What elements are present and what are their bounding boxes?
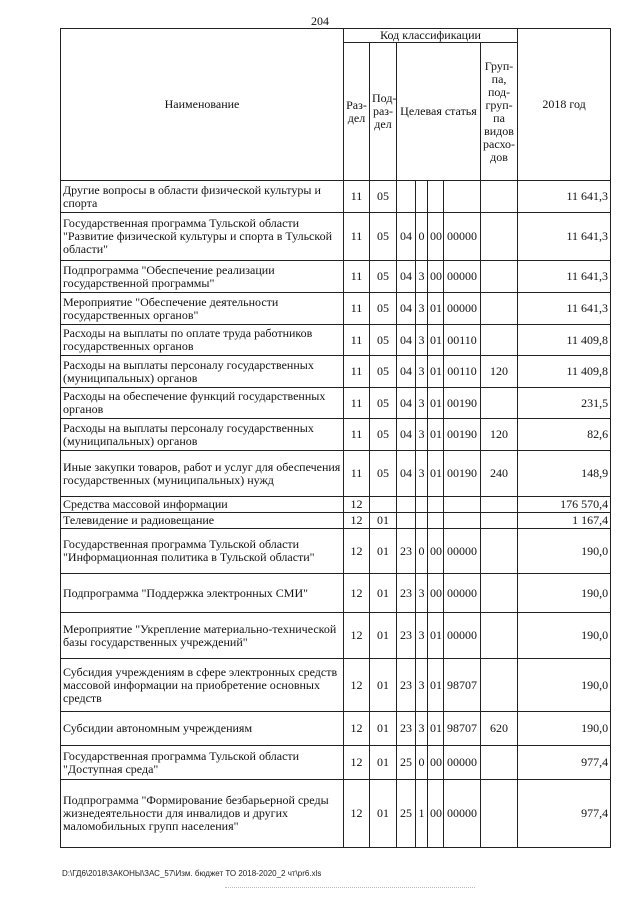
row-expense-group <box>481 293 518 325</box>
row-direction <box>444 513 481 529</box>
row-expense-group <box>481 780 518 848</box>
row-expense-group: 120 <box>481 356 518 388</box>
row-subprogram: 0 <box>416 529 428 574</box>
row-section: 12 <box>344 746 370 780</box>
row-program: 25 <box>397 780 416 848</box>
row-name: Иные закупки товаров, работ и услуг для обеспечения государственных (муниципальных) нужд <box>61 451 344 497</box>
row-direction: 00000 <box>444 261 481 293</box>
row-direction: 00190 <box>444 388 481 419</box>
row-amount: 977,4 <box>518 746 611 780</box>
row-program: 04 <box>397 325 416 356</box>
row-subsection: 05 <box>370 293 397 325</box>
row-subsection: 05 <box>370 388 397 419</box>
row-event: 01 <box>428 712 444 746</box>
row-expense-group <box>481 529 518 574</box>
row-subprogram: 3 <box>416 356 428 388</box>
row-event: 00 <box>428 261 444 293</box>
row-event: 00 <box>428 780 444 848</box>
table-row <box>61 261 611 293</box>
row-event: 01 <box>428 293 444 325</box>
row-subsection: 01 <box>370 574 397 613</box>
row-subprogram <box>416 181 428 213</box>
row-program: 04 <box>397 388 416 419</box>
row-expense-group <box>481 513 518 529</box>
row-subsection: 05 <box>370 356 397 388</box>
row-amount: 190,0 <box>518 712 611 746</box>
row-amount: 176 570,4 <box>518 497 611 513</box>
row-event: 01 <box>428 325 444 356</box>
table-row <box>61 574 611 613</box>
row-amount: 190,0 <box>518 659 611 712</box>
row-expense-group: 240 <box>481 451 518 497</box>
table-row <box>61 780 611 848</box>
row-event: 00 <box>428 213 444 261</box>
table-row <box>61 613 611 659</box>
row-name: Расходы на выплаты персоналу государственных (муниципальных) органов <box>61 419 344 451</box>
row-subprogram: 0 <box>416 213 428 261</box>
row-subsection: 01 <box>370 659 397 712</box>
row-program: 04 <box>397 293 416 325</box>
row-subprogram: 3 <box>416 451 428 497</box>
row-program <box>397 181 416 213</box>
table-row <box>61 325 611 356</box>
row-amount: 190,0 <box>518 574 611 613</box>
row-direction: 00000 <box>444 746 481 780</box>
header-classification: Код классификации <box>344 29 518 43</box>
row-subsection: 01 <box>370 712 397 746</box>
row-direction: 00000 <box>444 213 481 261</box>
row-name: Субсидия учреждениям в сфере электронных средств массовой информации на приобретение основных средств <box>61 659 344 712</box>
row-section: 11 <box>344 261 370 293</box>
row-program: 23 <box>397 712 416 746</box>
row-event <box>428 181 444 213</box>
table-row <box>61 712 611 746</box>
row-amount: 11 641,3 <box>518 261 611 293</box>
scan-artifact-line <box>225 887 475 889</box>
row-name: Расходы на выплаты по оплате труда работников государственных органов <box>61 325 344 356</box>
page-number: 204 <box>311 14 329 28</box>
row-subprogram: 3 <box>416 574 428 613</box>
row-subprogram <box>416 497 428 513</box>
row-direction: 00000 <box>444 613 481 659</box>
header-subsection: Под-раз-дел <box>370 43 397 181</box>
row-event: 01 <box>428 659 444 712</box>
row-expense-group <box>481 574 518 613</box>
row-subsection: 05 <box>370 213 397 261</box>
row-direction <box>444 181 481 213</box>
budget-table <box>60 28 611 848</box>
row-expense-group <box>481 746 518 780</box>
row-direction <box>444 497 481 513</box>
row-section: 11 <box>344 356 370 388</box>
row-name: Подпрограмма "Поддержка электронных СМИ" <box>61 574 344 613</box>
row-name: Государственная программа Тульской области "Информационная политика в Тульской области" <box>61 529 344 574</box>
row-direction: 00190 <box>444 451 481 497</box>
table-row <box>61 181 611 213</box>
row-event: 00 <box>428 574 444 613</box>
row-subsection <box>370 497 397 513</box>
row-subprogram: 3 <box>416 325 428 356</box>
table-row <box>61 356 611 388</box>
row-section: 12 <box>344 780 370 848</box>
row-expense-group <box>481 613 518 659</box>
file-path-footer: D:\ГД6\2018\ЗАКОНЫ\ЗАС_57\Изм. бюджет ТО 2018-2020_2 чт\pr6.xls <box>62 869 322 878</box>
row-subsection: 01 <box>370 513 397 529</box>
row-name: Средства массовой информации <box>61 497 344 513</box>
row-subprogram: 3 <box>416 419 428 451</box>
row-amount: 11 409,8 <box>518 325 611 356</box>
table-row <box>61 451 611 497</box>
row-amount: 1 167,4 <box>518 513 611 529</box>
row-direction: 98707 <box>444 712 481 746</box>
row-direction: 00110 <box>444 325 481 356</box>
row-expense-group <box>481 659 518 712</box>
row-program: 23 <box>397 613 416 659</box>
row-subsection: 05 <box>370 325 397 356</box>
row-section: 12 <box>344 613 370 659</box>
row-subprogram: 3 <box>416 388 428 419</box>
row-event: 01 <box>428 356 444 388</box>
row-subsection: 01 <box>370 780 397 848</box>
row-subprogram: 3 <box>416 293 428 325</box>
row-subprogram: 3 <box>416 659 428 712</box>
row-amount: 11 641,3 <box>518 293 611 325</box>
row-event: 01 <box>428 388 444 419</box>
row-section: 12 <box>344 529 370 574</box>
row-name: Государственная программа Тульской области "Развитие физической культуры и спорта в Тульской области" <box>61 213 344 261</box>
row-direction: 00000 <box>444 780 481 848</box>
table-row <box>61 497 611 513</box>
table-body <box>61 181 611 848</box>
table-row <box>61 513 611 529</box>
row-subprogram: 3 <box>416 712 428 746</box>
row-name: Мероприятие "Укрепление материально-технической базы государственных учреждений" <box>61 613 344 659</box>
row-direction: 00000 <box>444 529 481 574</box>
row-program <box>397 513 416 529</box>
row-name: Государственная программа Тульской области "Доступная среда" <box>61 746 344 780</box>
row-amount: 231,5 <box>518 388 611 419</box>
row-event: 00 <box>428 529 444 574</box>
table-row <box>61 293 611 325</box>
row-event <box>428 497 444 513</box>
row-expense-group: 620 <box>481 712 518 746</box>
row-section: 11 <box>344 181 370 213</box>
row-name: Телевидение и радиовещание <box>61 513 344 529</box>
row-name: Субсидии автономным учреждениям <box>61 712 344 746</box>
row-subprogram: 1 <box>416 780 428 848</box>
row-name: Подпрограмма "Обеспечение реализации государственной программы" <box>61 261 344 293</box>
row-section: 11 <box>344 451 370 497</box>
table-row <box>61 213 611 261</box>
row-subprogram <box>416 513 428 529</box>
row-program: 04 <box>397 451 416 497</box>
header-section: Раз-дел <box>344 43 370 181</box>
row-name: Мероприятие "Обеспечение деятельности государственных органов" <box>61 293 344 325</box>
row-section: 11 <box>344 325 370 356</box>
row-program: 04 <box>397 261 416 293</box>
row-name: Подпрограмма "Формирование безбарьерной среды жизнедеятельности для инвалидов и других маломобильных групп населения" <box>61 780 344 848</box>
row-program: 25 <box>397 746 416 780</box>
table-row <box>61 659 611 712</box>
row-section: 11 <box>344 419 370 451</box>
row-name: Другие вопросы в области физической культуры и спорта <box>61 181 344 213</box>
row-subsection: 01 <box>370 746 397 780</box>
row-name: Расходы на выплаты персоналу государственных (муниципальных) органов <box>61 356 344 388</box>
row-program: 23 <box>397 529 416 574</box>
row-subprogram: 0 <box>416 746 428 780</box>
row-amount: 11 641,3 <box>518 181 611 213</box>
row-program: 23 <box>397 659 416 712</box>
table-row <box>61 746 611 780</box>
row-amount: 190,0 <box>518 529 611 574</box>
header-name: Наименование <box>61 29 344 181</box>
row-program: 04 <box>397 419 416 451</box>
row-direction: 00000 <box>444 574 481 613</box>
row-event: 01 <box>428 451 444 497</box>
row-subsection: 01 <box>370 529 397 574</box>
row-section: 11 <box>344 388 370 419</box>
row-direction: 00190 <box>444 419 481 451</box>
table-row <box>61 388 611 419</box>
row-amount: 977,4 <box>518 780 611 848</box>
row-expense-group <box>481 261 518 293</box>
row-expense-group <box>481 497 518 513</box>
table-row <box>61 419 611 451</box>
row-program: 23 <box>397 574 416 613</box>
row-subsection: 01 <box>370 613 397 659</box>
row-program: 04 <box>397 356 416 388</box>
row-amount: 148,9 <box>518 451 611 497</box>
row-expense-group <box>481 388 518 419</box>
row-event: 01 <box>428 613 444 659</box>
row-section: 12 <box>344 659 370 712</box>
row-amount: 190,0 <box>518 613 611 659</box>
row-direction: 00000 <box>444 293 481 325</box>
row-amount: 11 409,8 <box>518 356 611 388</box>
row-subsection: 05 <box>370 419 397 451</box>
header-year: 2018 год <box>518 29 611 181</box>
row-amount: 11 641,3 <box>518 213 611 261</box>
row-name: Расходы на обеспечение функций государственных органов <box>61 388 344 419</box>
row-event <box>428 513 444 529</box>
row-subprogram: 3 <box>416 613 428 659</box>
row-section: 11 <box>344 213 370 261</box>
row-direction: 00110 <box>444 356 481 388</box>
row-subsection: 05 <box>370 181 397 213</box>
row-expense-group: 120 <box>481 419 518 451</box>
header-expense-group: Груп-па, под-груп-па видов расхо-дов <box>481 43 518 181</box>
table-row <box>61 529 611 574</box>
row-program <box>397 497 416 513</box>
row-subprogram: 3 <box>416 261 428 293</box>
row-section: 12 <box>344 497 370 513</box>
row-event: 01 <box>428 419 444 451</box>
row-event: 00 <box>428 746 444 780</box>
row-section: 12 <box>344 574 370 613</box>
row-section: 12 <box>344 712 370 746</box>
row-expense-group <box>481 181 518 213</box>
row-expense-group <box>481 325 518 356</box>
row-subsection: 05 <box>370 261 397 293</box>
row-subsection: 05 <box>370 451 397 497</box>
row-amount: 82,6 <box>518 419 611 451</box>
row-direction: 98707 <box>444 659 481 712</box>
row-section: 12 <box>344 513 370 529</box>
row-program: 04 <box>397 213 416 261</box>
header-target-article: Целевая статья <box>397 43 481 181</box>
row-expense-group <box>481 213 518 261</box>
row-section: 11 <box>344 293 370 325</box>
